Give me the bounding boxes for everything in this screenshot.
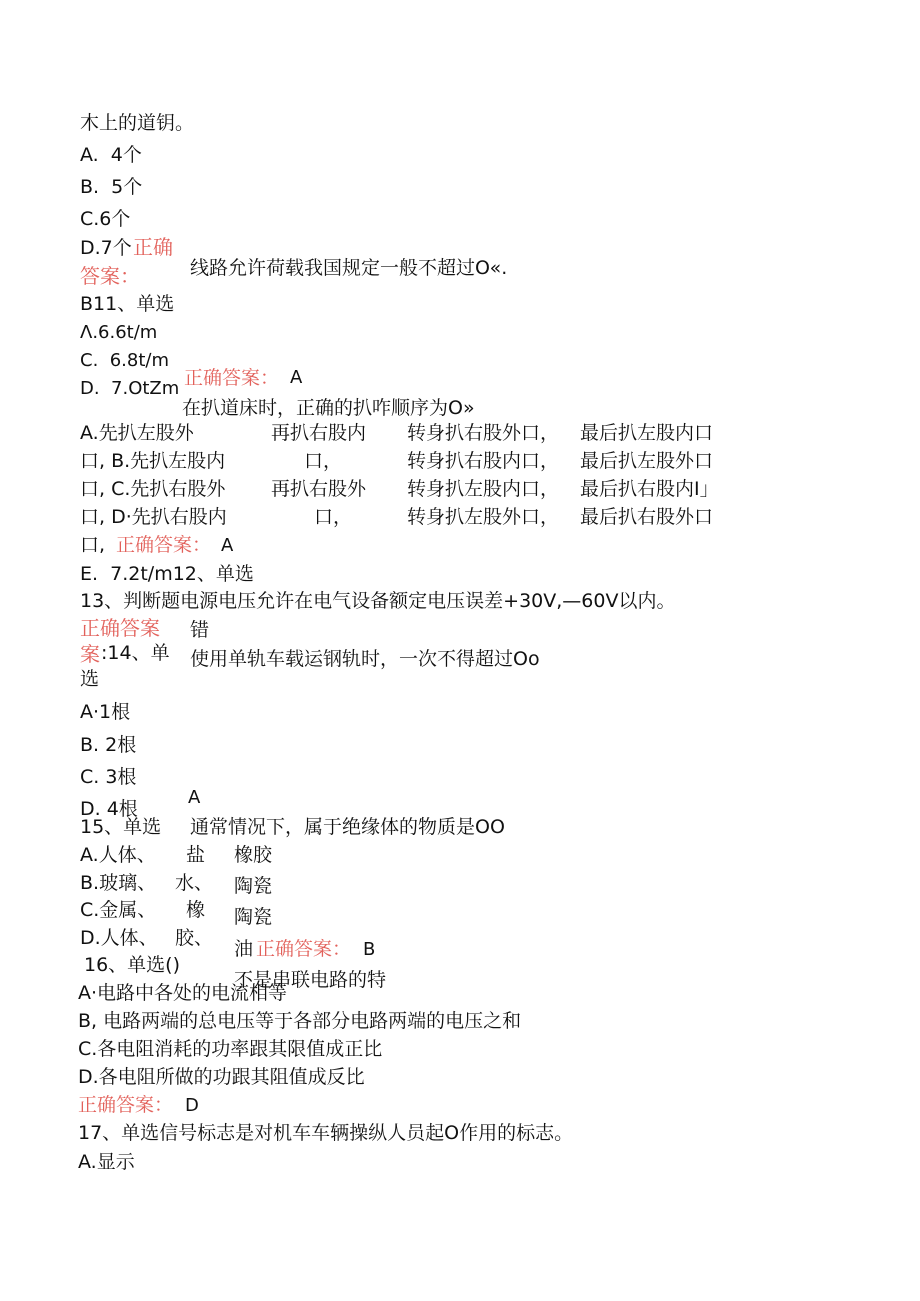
answer-label: 正确答案： bbox=[116, 534, 212, 556]
question-number: E. 7.2t∕m12、单选 bbox=[80, 563, 254, 585]
option-text: 再扒右股内 bbox=[271, 422, 367, 444]
question-number: :14、单 bbox=[101, 642, 170, 664]
option-c: 口, C.先扒右股外 bbox=[80, 478, 226, 500]
option-a: Λ.6.6t∕m bbox=[80, 322, 158, 343]
option-text: 水、 bbox=[175, 872, 214, 894]
option-text: 转身扒右股内口， bbox=[407, 450, 560, 472]
option-d: D.人体、 bbox=[80, 927, 158, 949]
answer-value: A bbox=[188, 787, 201, 808]
option-c: C. 3根 bbox=[80, 766, 137, 788]
option-text: 转身扒左股内口， bbox=[407, 478, 560, 500]
option-a: A.人体、 bbox=[80, 844, 156, 866]
option-a: A.显示 bbox=[78, 1151, 135, 1173]
question-number: 15、单选 bbox=[80, 816, 162, 838]
question-text: 13、判断题电源电压允许在电气设备额定电压误差+30V,—60V以内。 bbox=[80, 590, 676, 612]
answer-label: 正确答案： bbox=[78, 1094, 174, 1116]
text-line: 木上的道钥。 bbox=[80, 112, 195, 134]
option-text: 陶瓷 bbox=[234, 875, 273, 897]
question-text: 线路允许荷载我国规定一般不超过O«. bbox=[190, 257, 508, 279]
option-c: C.各电阻消耗的功率跟其限值成正比 bbox=[78, 1038, 383, 1060]
answer-label: 正确答案 bbox=[80, 616, 160, 640]
option-text: 胶、 bbox=[175, 927, 214, 949]
answer-label: 正确 bbox=[133, 235, 173, 259]
option-b: B.玻璃、 bbox=[80, 872, 157, 894]
option-c: C.金属、 bbox=[80, 899, 157, 921]
text-line: 口, bbox=[80, 534, 106, 556]
option-text: 最后扒左股内口 bbox=[580, 422, 714, 444]
option-b: B. 2根 bbox=[80, 734, 137, 756]
option-text: 盐 bbox=[186, 844, 206, 866]
option-d: D. 7.OtZm bbox=[80, 378, 180, 399]
answer-value: A bbox=[290, 367, 303, 388]
option-text: 转身扒右股外口， bbox=[407, 422, 560, 444]
question-text: 使用单轨车载运钢轨时，一次不得超过Oo bbox=[190, 648, 540, 670]
option-text: 橡 bbox=[186, 899, 206, 921]
option-b: B, 电路两端的总电压等于各部分电路两端的电压之和 bbox=[78, 1010, 522, 1032]
question-number: 16、单选() bbox=[84, 954, 181, 976]
answer-label: 正确答案： bbox=[184, 367, 280, 389]
option-a: A.先扒左股外 bbox=[80, 422, 194, 444]
question-number: B11、单选 bbox=[80, 293, 175, 315]
option-text: 再扒右股外 bbox=[271, 478, 367, 500]
question-text: 不是串联电路的特 bbox=[234, 969, 387, 991]
answer-value: A bbox=[221, 535, 234, 556]
option-text: 最后扒左股外口 bbox=[580, 450, 714, 472]
answer-value: B bbox=[363, 939, 376, 960]
question-text: 通常情况下，属于绝缘体的物质是OO bbox=[190, 816, 505, 838]
question-number: 选 bbox=[80, 668, 100, 690]
option-b: B. 5个 bbox=[80, 176, 143, 198]
option-b: 口, B.先扒左股内 bbox=[80, 450, 226, 472]
option-d: D.各电阻所做的功跟其阻值成反比 bbox=[78, 1066, 365, 1088]
option-d: D.7个 bbox=[80, 237, 132, 259]
option-d: 口, D·先扒右股内 bbox=[80, 506, 227, 528]
option-text: 口， bbox=[314, 506, 353, 528]
answer-label: 案 bbox=[80, 642, 100, 666]
answer-value: 错 bbox=[190, 619, 210, 641]
option-text: 陶瓷 bbox=[234, 906, 273, 928]
option-c: C.6个 bbox=[80, 208, 131, 230]
option-text: 油 bbox=[234, 938, 254, 960]
question-text: 17、单选信号标志是对机车车辆操纵人员起O作用的标志。 bbox=[78, 1122, 574, 1144]
option-text: 最后扒右股内I」 bbox=[580, 478, 719, 500]
option-a: A·1根 bbox=[80, 701, 131, 723]
option-text: 转身扒左股外口， bbox=[407, 506, 560, 528]
answer-label: 答案： bbox=[80, 264, 140, 288]
answer-value: D bbox=[185, 1095, 199, 1116]
option-text: 口， bbox=[304, 450, 343, 472]
option-c: C. 6.8t∕m bbox=[80, 350, 170, 371]
option-a: A. 4个 bbox=[80, 144, 142, 166]
answer-label: 正确答案： bbox=[256, 938, 352, 960]
question-text: 在扒道床时，正确的扒咋顺序为O» bbox=[182, 397, 475, 419]
option-text: 最后扒右股外口 bbox=[580, 506, 714, 528]
option-text: 橡胶 bbox=[234, 844, 273, 866]
option-d: D. 4根 bbox=[80, 798, 138, 820]
option-a: A·电路中各处的电流相等 bbox=[78, 982, 288, 1004]
